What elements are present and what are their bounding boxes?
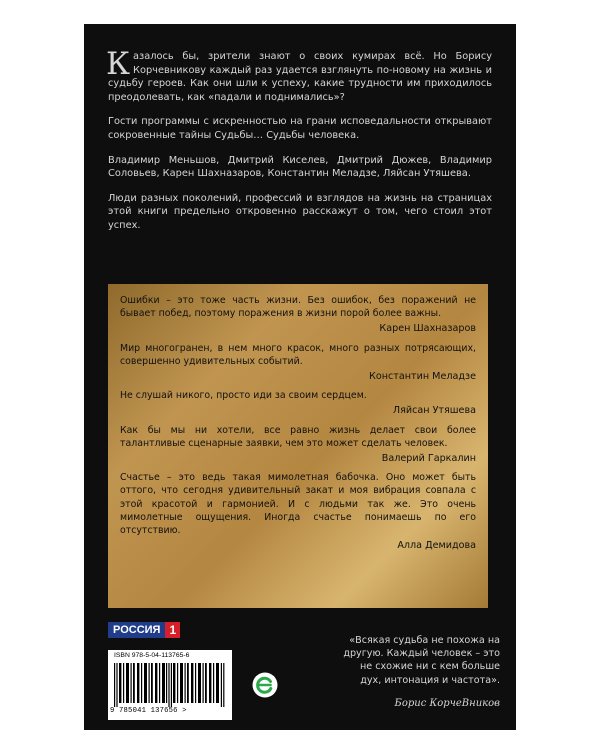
isbn-label: ISBN 978-5-04-113765-6 bbox=[114, 652, 190, 659]
closing-quote-line: не схожие ни с кем больше bbox=[360, 661, 500, 673]
barcode-block bbox=[108, 650, 232, 720]
quote-text: Мир многогранен, в нем много красок, много разных потрясающих, совершенно удивительных событий. bbox=[120, 342, 476, 367]
intro-paragraph-4: Люди разных поколений, профессий и взглядов на жизнь на страницах этой книги предельно откровенно расскажут о том, чего стоил этот успех. bbox=[108, 192, 492, 231]
russia-logo-label: РОССИЯ bbox=[108, 622, 165, 638]
quote-text: Не слушай никого, просто иди за своим сердцем. bbox=[120, 390, 367, 402]
intro-paragraph-2: Гости программы с искренностью на грани исповедальности открывают сокровенные тайны Судьбы… Судьбы человека. bbox=[108, 116, 492, 141]
quote-text: Счастье – это ведь такая мимолетная бабочка. Оно может быть оттого, что сегодня удивительный закат и моя вибрация совпала с этой красотой и гармонией. И с людьми так же. Это очень мимолетные ощущения. Иногда счастье понимаешь по его отсутствию. bbox=[120, 472, 476, 537]
closing-quote-text bbox=[290, 634, 500, 687]
closing-quote bbox=[290, 634, 500, 710]
quote-author: Алла Демидова bbox=[397, 540, 476, 552]
closing-quote-line: «Всякая судьба не похожа на bbox=[349, 635, 500, 646]
quote-text: Как бы мы ни хотели, все равно жизнь делает свои более талантливые сценарные заявки, чем это может сделать человек. bbox=[120, 424, 476, 449]
russia-1-logo bbox=[108, 622, 180, 638]
quotes-list bbox=[120, 294, 476, 558]
quotes-panel bbox=[108, 284, 488, 608]
barcode-digits: 9 785041 137656 > bbox=[110, 707, 187, 715]
russia-logo-number: 1 bbox=[165, 622, 180, 638]
barcode-icon bbox=[114, 663, 226, 707]
author-signature: Борис КорчеВников bbox=[394, 697, 500, 709]
closing-quote-line: дух, интонация и частота». bbox=[360, 674, 500, 686]
quote-author: Ляйсан Утяшева bbox=[392, 405, 476, 417]
closing-quote-line: другую. Каждый человек – это bbox=[343, 648, 500, 660]
intro-paragraph-1-text: азалось бы, зрители знают о своих кумирах всё. Но Борису Корчевникову каждый раз удается взглянуть по-новому на жизнь и судьбу героев. Как они шли к успеху, какие трудности им приходилось преодолевать, как «падали и поднимались»? bbox=[108, 51, 492, 103]
quote-author: Константин Меладзе bbox=[369, 371, 476, 383]
quote-author: Валерий Гаркалин bbox=[381, 453, 476, 465]
intro-text bbox=[106, 46, 492, 244]
drop-cap: К bbox=[106, 46, 130, 82]
quote-text: Ошибки – это тоже часть жизни. Без ошибок, без поражений не бывает побед, поэтому поражения в жизни порой более важны. bbox=[120, 295, 476, 320]
quote-author: Карен Шахназаров bbox=[379, 323, 476, 335]
intro-paragraph-3: Владимир Меньшов, Дмитрий Киселев, Дмитрий Дюжев, Владимир Соловьев, Карен Шахназаров, Константин Меладзе, Ляйсан Утяшева. bbox=[108, 154, 492, 180]
book-back-cover bbox=[84, 24, 516, 730]
eksmo-logo-icon bbox=[252, 672, 278, 698]
intro-paragraph-1 bbox=[106, 46, 492, 104]
